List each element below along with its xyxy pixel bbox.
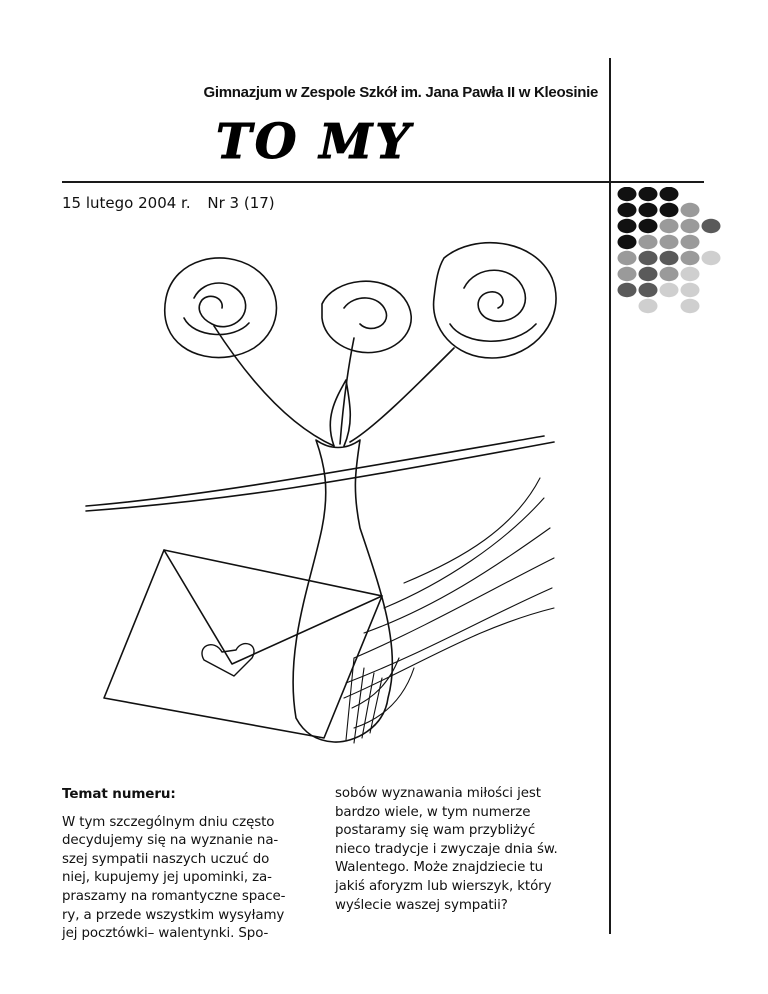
decorative-dot [681, 251, 700, 265]
article-column-1 [62, 785, 318, 944]
decorative-dot [681, 299, 700, 313]
decorative-dot [639, 203, 658, 217]
article-text-2: sobów wyznawania miłości jest bardzo wiele, w tym numerze postaramy się wam przybliżyć nieco tradycje i zwyczaje dnia św. Walentego. Może znajdziecie tu jakiś aforyzm lub wierszyk, który wyślecie waszej sympatii? [335, 786, 558, 913]
decorative-dot [681, 219, 700, 233]
decorative-dot [618, 283, 637, 297]
decorative-dot [660, 219, 679, 233]
decorative-dot [639, 283, 658, 297]
issue-number: Nr 3 (17) [207, 194, 275, 212]
stem [214, 326, 454, 446]
decorative-dot [660, 203, 679, 217]
decorative-dot [660, 187, 679, 201]
decorative-dot [639, 187, 658, 201]
decorative-dot [702, 251, 721, 265]
decorative-dot [618, 235, 637, 249]
decorative-dot [639, 251, 658, 265]
decorative-dot [660, 235, 679, 249]
decorative-dot [660, 251, 679, 265]
rose-icon [165, 258, 277, 358]
decorative-dot [639, 299, 658, 313]
decorative-dot [681, 267, 700, 281]
school-name: Gimnazjum w Zespole Szkół im. Jana Pawła II w Kleosinie [203, 84, 598, 101]
header-divider [62, 181, 704, 183]
decorative-dot [639, 267, 658, 281]
roses-vase-illustration [84, 228, 584, 748]
decorative-dot [681, 235, 700, 249]
decorative-dot [618, 219, 637, 233]
decorative-dot [681, 283, 700, 297]
issue-info [62, 194, 275, 212]
decorative-dot [618, 251, 637, 265]
decorative-dot [639, 235, 658, 249]
decorative-dot [618, 203, 637, 217]
vertical-divider [609, 58, 611, 934]
table-edge [86, 436, 554, 511]
rose-icon [322, 281, 411, 352]
decorative-dot [702, 219, 721, 233]
rose-icon [434, 243, 556, 358]
decorative-dot [681, 203, 700, 217]
article-column-2 [335, 785, 591, 915]
decorative-dot [618, 267, 637, 281]
article-heading: Temat numeru: [62, 786, 176, 802]
article-text-1: W tym szczególnym dniu często decydujemy się na wyznanie na- szej sympatii naszych uczuć do niej, kupujemy jej upominki, za- praszamy na romantyczne space- ry, a przede wszystkim wysyłamy jej pocztówki– walentynki. Spo- [62, 814, 286, 942]
heart-icon [202, 644, 254, 676]
decorative-dot [639, 219, 658, 233]
issue-date: 15 lutego 2004 r. [62, 194, 191, 212]
decorative-dot [660, 267, 679, 281]
decorative-dot [618, 187, 637, 201]
decorative-dot [660, 283, 679, 297]
decorative-dots [616, 187, 726, 317]
newsletter-title: TO MY [216, 114, 413, 170]
